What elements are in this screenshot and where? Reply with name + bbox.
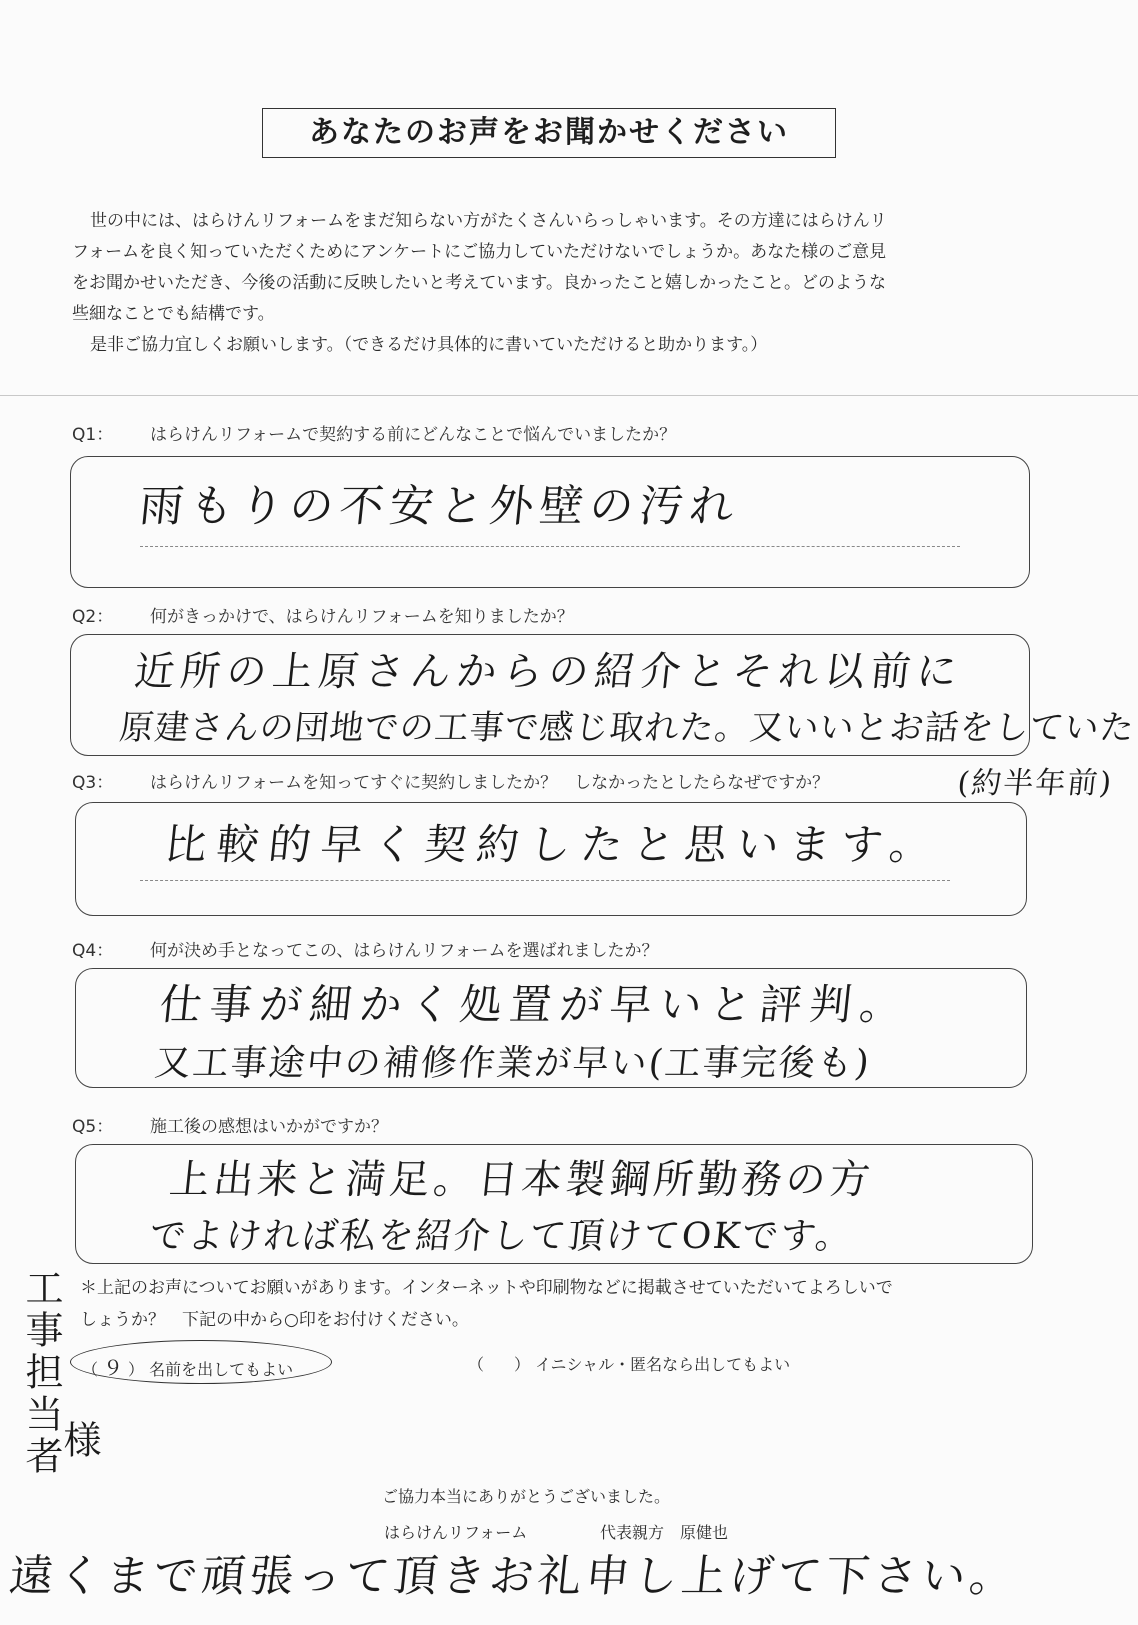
question-text: はらけんリフォームを知ってすぐに契約しましたか？ しなかったとしたらなぜですか？ xyxy=(150,773,830,793)
page-title: あなたのお声をお聞かせください xyxy=(262,108,836,158)
question-1 xyxy=(72,420,676,445)
intro-text xyxy=(72,206,1042,361)
question-number: Q3： xyxy=(72,773,114,793)
handwritten-margin-note: (約半年前) xyxy=(955,766,1115,801)
question-text: はらけんリフォームで契約する前にどんなことで悩んでいましたか？ xyxy=(150,425,677,445)
handwritten-answer: 上出来と満足。日本製鋼所勤務の方 xyxy=(167,1157,877,1203)
intro-line: をお聞かせいただき、今後の活動に反映したいと考えています。良かったこと嬉しかったこと。どのような xyxy=(72,273,886,293)
question-number: Q5： xyxy=(72,1117,114,1137)
question-3 xyxy=(72,768,829,793)
question-text: 何が決め手となってこの、はらけんリフォームを選ばれましたか？ xyxy=(150,941,659,961)
handwritten-answer: 又工事途中の補修作業が早い(工事完後も) xyxy=(152,1043,873,1084)
hand-drawn-circle xyxy=(70,1340,332,1384)
answer-line xyxy=(140,880,950,881)
company-name: はらけんリフォーム xyxy=(384,1523,528,1542)
option-label: 名前を出してもよい xyxy=(149,1360,294,1379)
question-text: 何がきっかけで、はらけんリフォームを知りましたか？ xyxy=(150,607,574,627)
publish-notice xyxy=(80,1272,1050,1336)
question-text: 施工後の感想はいかがですか？ xyxy=(150,1117,388,1137)
question-number: Q2： xyxy=(72,607,114,627)
intro-line: フォームを良く知っていただくためにアンケートにご協力していただけないでしょうか。あなた様のご意見 xyxy=(72,242,887,262)
handwritten-answer: 仕事が細かく処置が早いと評判。 xyxy=(157,980,913,1029)
question-number: Q4： xyxy=(72,941,114,961)
handwritten-side-note: 様 xyxy=(57,1420,101,1462)
handwritten-answer: 比較的早く契約したと思います。 xyxy=(162,820,944,869)
option-bracket-close: ） xyxy=(514,1355,531,1374)
option-bracket-open: （ xyxy=(468,1355,485,1374)
answer-line xyxy=(140,546,960,547)
handwritten-answer: 近所の上原さんからの紹介とそれ以前に xyxy=(132,649,966,695)
intro-line: 是非ご協力宜しくお願いします。（できるだけ具体的に書いていただけると助かります。） xyxy=(90,335,768,355)
intro-line: 些細なことでも結構です。 xyxy=(72,304,275,324)
scan-edge-line xyxy=(0,395,1138,396)
handwritten-answer: でよければ私を紹介して頂けてOKです。 xyxy=(147,1216,856,1257)
handwritten-side-note: 工事担当者 xyxy=(19,1268,63,1478)
option-bracket-open: （ xyxy=(82,1360,99,1379)
option-mark: ９ xyxy=(103,1356,124,1380)
notice-line: しょうか？ 下記の中から○印をお付けください。 xyxy=(80,1310,469,1330)
question-2 xyxy=(72,602,574,627)
option-bracket-close: ） xyxy=(128,1360,145,1379)
question-4 xyxy=(72,936,658,961)
intro-line: 世の中には、はらけんリフォームをまだ知らない方がたくさんいらっしゃいます。その方達にはらけんリ xyxy=(90,211,887,231)
question-5 xyxy=(72,1112,388,1137)
question-number: Q1： xyxy=(72,425,114,445)
option-anonymous-ok[interactable] xyxy=(468,1352,790,1375)
handwritten-answer: 原建さんの団地での工事で感じ取れた。又いいとお話をしていた xyxy=(117,708,1137,748)
notice-line: ＊上記のお声についてお願いがあります。インターネットや印刷物などに掲載させていただいてよろしいで xyxy=(80,1278,893,1298)
thanks-text: ご協力本当にありがとうございました。 xyxy=(382,1487,671,1506)
handwritten-bottom-note: 遠くまで頑張って頂きお礼申し上げて下さい。 xyxy=(6,1551,1021,1602)
option-label: イニシャル・匿名なら出してもよい xyxy=(535,1355,791,1374)
representative: 代表親方 原健也 xyxy=(600,1523,729,1542)
handwritten-answer: 雨もりの不安と外壁の汚れ xyxy=(136,481,743,532)
